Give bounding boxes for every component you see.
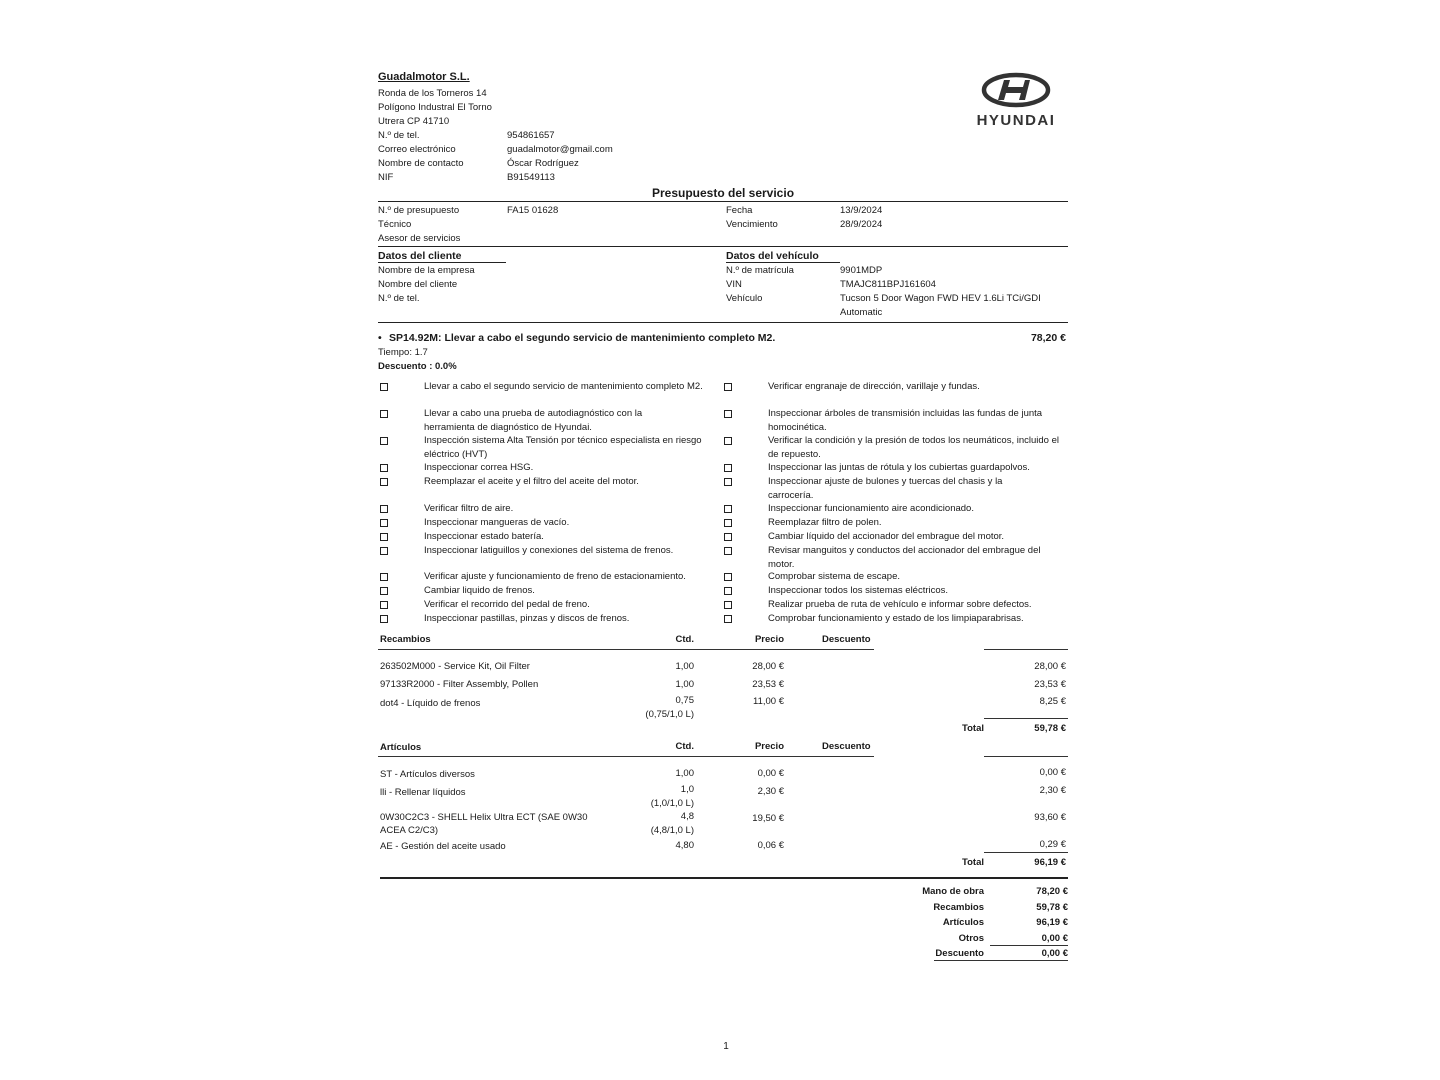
- task-item: Inspeccionar funcionamiento aire acondicionado.: [768, 503, 974, 514]
- task-checkbox: [724, 573, 732, 581]
- task-checkbox: [724, 547, 732, 555]
- row-price: 0,00 €: [757, 768, 784, 779]
- task-checkbox: [380, 533, 388, 541]
- summary-rule: [990, 945, 1068, 946]
- summary-discount: 0,00 €: [1041, 948, 1068, 959]
- divider: [378, 322, 1068, 323]
- advisor-label: Asesor de servicios: [378, 233, 461, 244]
- vehicle-heading: Datos del vehículo: [726, 250, 840, 263]
- summary-articles-label: Artículos: [942, 917, 984, 928]
- service-title: SP14.92M: Llevar a cabo el segundo servicio de mantenimiento completo M2.: [389, 332, 776, 344]
- row-qty-note: (1,0/1,0 L): [650, 798, 694, 809]
- task-checkbox: [724, 587, 732, 595]
- articles-col-qty: Ctd.: [675, 741, 694, 752]
- task-checkbox: [380, 505, 388, 513]
- table-header-rule: [378, 649, 874, 650]
- date-label: Fecha: [726, 205, 753, 216]
- task-checkbox: [380, 601, 388, 609]
- articles-total: 96,19 €: [1034, 857, 1066, 868]
- row-qty-note: (4,8/1,0 L): [650, 825, 694, 836]
- task-item: Inspeccionar pastillas, pinzas y discos de frenos.: [424, 613, 630, 624]
- row-qty: 1,00: [675, 661, 694, 672]
- summary-others-label: Otros: [958, 933, 984, 944]
- vin: TMAJC811BPJ161604: [840, 279, 936, 290]
- task-checkbox: [380, 615, 388, 623]
- row-total: 2,30 €: [1039, 785, 1066, 796]
- task-item: Revisar manguitos y conductos del accionador del embrague del motor.: [768, 545, 1041, 570]
- task-item: Inspección sistema Alta Tensión por técnico especialista en riesgo eléctrico (HVT): [424, 435, 702, 460]
- row-description: 0W30C2C3 - SHELL Helix Ultra ECT (SAE 0W30: [380, 812, 588, 823]
- task-item: Llevar a cabo el segundo servicio de mantenimiento completo M2.: [424, 381, 703, 392]
- task-checkbox: [724, 478, 732, 486]
- subtotal-rule: [984, 718, 1068, 719]
- summary-labor: 78,20 €: [1036, 886, 1068, 897]
- summary-others: 0,00 €: [1041, 933, 1068, 944]
- task-checkbox: [724, 533, 732, 541]
- divider: [378, 246, 1068, 247]
- task-checkbox: [380, 437, 388, 445]
- model-line-1: Tucson 5 Door Wagon FWD HEV 1.6Li TCi/GDI: [840, 293, 1041, 304]
- task-item: Inspeccionar las juntas de rótula y los cubiertas guardapolvos.: [768, 462, 1030, 473]
- task-checkbox: [380, 410, 388, 418]
- client-name-label: Nombre del cliente: [378, 279, 458, 290]
- task-checkbox: [724, 383, 732, 391]
- company-nif-label: NIF: [378, 172, 394, 183]
- service-price: 78,20 €: [1030, 332, 1066, 344]
- summary-rule: [934, 960, 1068, 961]
- tech-label: Técnico: [378, 219, 412, 230]
- row-total: 0,29 €: [1039, 839, 1066, 850]
- task-item: Reemplazar el aceite y el filtro del aceite del motor.: [424, 476, 639, 487]
- company-address-1: Ronda de los Torneros 14: [378, 88, 487, 99]
- service-time: Tiempo: 1.7: [378, 347, 428, 358]
- task-item: Inspeccionar correa HSG.: [424, 462, 534, 473]
- company-address-2: Polígono Industral El Torno: [378, 102, 492, 113]
- expiry-label: Vencimiento: [726, 219, 778, 230]
- row-description: dot4 - Líquido de frenos: [380, 698, 481, 709]
- row-price: 28,00 €: [752, 661, 784, 672]
- quote-no: FA15 01628: [507, 205, 559, 216]
- client-heading: Datos del cliente: [378, 250, 506, 263]
- row-description-line-2: ACEA C2/C3): [380, 825, 439, 836]
- row-total: 93,60 €: [1034, 812, 1066, 823]
- row-total: 8,25 €: [1039, 696, 1066, 707]
- client-phone-label: N.º de tel.: [378, 293, 420, 304]
- task-checkbox: [724, 437, 732, 445]
- summary-articles: 96,19 €: [1036, 917, 1068, 928]
- page-number: 1: [723, 1041, 729, 1052]
- plate-label: N.º de matrícula: [726, 265, 794, 276]
- company-address-3: Utrera CP 41710: [378, 116, 450, 127]
- task-item: Realizar prueba de ruta de vehículo e informar sobre defectos.: [768, 599, 1032, 610]
- model-line-2: Automatic: [840, 307, 883, 318]
- parts-heading: Recambios: [380, 634, 431, 645]
- model-label: Vehículo: [726, 293, 763, 304]
- task-item: Cambiar líquido del accionador del embrague del motor.: [768, 531, 1005, 542]
- task-item: Inspeccionar todos los sistemas eléctricos.: [768, 585, 949, 596]
- task-item: Comprobar sistema de escape.: [768, 571, 901, 582]
- row-total: 23,53 €: [1034, 679, 1066, 690]
- summary-parts-label: Recambios: [933, 902, 984, 913]
- table-header-rule: [984, 649, 1068, 650]
- hyundai-logo: [968, 72, 1064, 132]
- task-item: Verificar el recorrido del pedal de freno.: [424, 599, 590, 610]
- company-phone-label: N.º de tel.: [378, 130, 420, 141]
- row-description: AE - Gestión del aceite usado: [380, 841, 506, 852]
- task-checkbox: [724, 519, 732, 527]
- company-contact-label: Nombre de contacto: [378, 158, 464, 169]
- row-qty: 4,80: [675, 840, 694, 851]
- task-checkbox: [380, 573, 388, 581]
- service-discount: Descuento : 0.0%: [378, 361, 457, 372]
- table-header-rule: [378, 756, 874, 757]
- row-description: ST - Artículos diversos: [380, 769, 475, 780]
- task-checkbox: [380, 519, 388, 527]
- task-checkbox: [724, 464, 732, 472]
- task-checkbox: [724, 505, 732, 513]
- task-checkbox: [724, 615, 732, 623]
- company-email: guadalmotor@gmail.com: [507, 144, 613, 155]
- subtotal-rule: [984, 852, 1068, 853]
- row-qty: 1,00: [675, 768, 694, 779]
- task-item: Inspeccionar mangueras de vacío.: [424, 517, 570, 528]
- row-price: 23,53 €: [752, 679, 784, 690]
- articles-col-price: Precio: [754, 741, 784, 752]
- row-description: lli - Rellenar líquidos: [380, 787, 466, 798]
- task-item: Verificar engranaje de dirección, varillaje y fundas.: [768, 381, 980, 392]
- summary-labor-label: Mano de obra: [922, 886, 984, 897]
- table-header-rule: [984, 756, 1068, 757]
- row-price: 0,06 €: [757, 840, 784, 851]
- task-checkbox: [380, 478, 388, 486]
- date: 13/9/2024: [840, 205, 883, 216]
- row-qty: 4,8: [680, 811, 694, 822]
- parts-total: 59,78 €: [1034, 723, 1066, 734]
- summary-parts: 59,78 €: [1036, 902, 1068, 913]
- expiry: 28/9/2024: [840, 219, 883, 230]
- task-checkbox: [380, 464, 388, 472]
- parts-col-qty: Ctd.: [675, 634, 694, 645]
- row-price: 2,30 €: [757, 786, 784, 797]
- articles-heading: Artículos: [380, 742, 422, 753]
- divider: [380, 877, 1068, 879]
- parts-total-label: Total: [962, 723, 984, 734]
- task-checkbox: [724, 601, 732, 609]
- task-item: Inspeccionar ajuste de bulones y tuercas del chasis y la carrocería.: [768, 476, 1003, 501]
- row-qty: 1,0: [680, 784, 694, 795]
- task-item: Verificar la condición y la presión de todos los neumáticos, incluido el de repuesto.: [768, 435, 1059, 460]
- row-qty-note: (0,75/1,0 L): [645, 709, 694, 720]
- parts-col-discount: Descuento: [822, 634, 871, 645]
- quote-no-label: N.º de presupuesto: [378, 205, 460, 216]
- task-item: Inspeccionar latiguillos y conexiones del sistema de frenos.: [424, 545, 674, 556]
- company-email-label: Correo electrónico: [378, 144, 456, 155]
- hyundai-emblem-icon: [968, 72, 1064, 108]
- task-item: Verificar ajuste y funcionamiento de freno de estacionamiento.: [424, 571, 686, 582]
- vin-label: VIN: [726, 279, 742, 290]
- company-phone: 954861657: [507, 130, 555, 141]
- task-checkbox: [724, 410, 732, 418]
- task-checkbox: [380, 587, 388, 595]
- task-item: Inspeccionar estado batería.: [424, 531, 544, 542]
- service-bullet: •: [378, 332, 382, 344]
- parts-col-price: Precio: [754, 634, 784, 645]
- row-qty: 1,00: [675, 679, 694, 690]
- row-price: 11,00 €: [753, 696, 784, 707]
- task-item: Reemplazar filtro de polen.: [768, 517, 882, 528]
- divider: [378, 201, 1068, 202]
- articles-col-discount: Descuento: [822, 741, 871, 752]
- task-checkbox: [380, 383, 388, 391]
- task-item: Comprobar funcionamiento y estado de los limpiaparabrisas.: [768, 613, 1024, 624]
- hyundai-wordmark: HYUNDAI: [976, 112, 1056, 129]
- task-item: Inspeccionar árboles de transmisión incluidas las fundas de junta homocinética.: [768, 408, 1043, 433]
- row-description: 263502M000 - Service Kit, Oil Filter: [380, 661, 530, 672]
- row-description: 97133R2000 - Filter Assembly, Pollen: [380, 679, 539, 690]
- client-company-label: Nombre de la empresa: [378, 265, 475, 276]
- row-price: 19,50 €: [752, 813, 784, 824]
- company-nif: B91549113: [507, 172, 555, 183]
- row-total: 28,00 €: [1034, 661, 1066, 672]
- row-total: 0,00 €: [1039, 767, 1066, 778]
- task-item: Llevar a cabo una prueba de autodiagnóstico con la herramienta de diagnóstico de Hyundai.: [424, 408, 643, 433]
- company-contact: Óscar Rodríguez: [507, 158, 579, 169]
- page-title: Presupuesto del servicio: [651, 186, 795, 200]
- task-checkbox: [380, 547, 388, 555]
- summary-discount-label: Descuento: [935, 948, 984, 959]
- plate: 9901MDP: [840, 265, 883, 276]
- task-item: Cambiar liquido de frenos.: [424, 585, 535, 596]
- articles-total-label: Total: [962, 857, 984, 868]
- row-qty: 0,75: [675, 695, 694, 706]
- task-item: Verificar filtro de aire.: [424, 503, 514, 514]
- company-name: Guadalmotor S.L.: [378, 71, 470, 83]
